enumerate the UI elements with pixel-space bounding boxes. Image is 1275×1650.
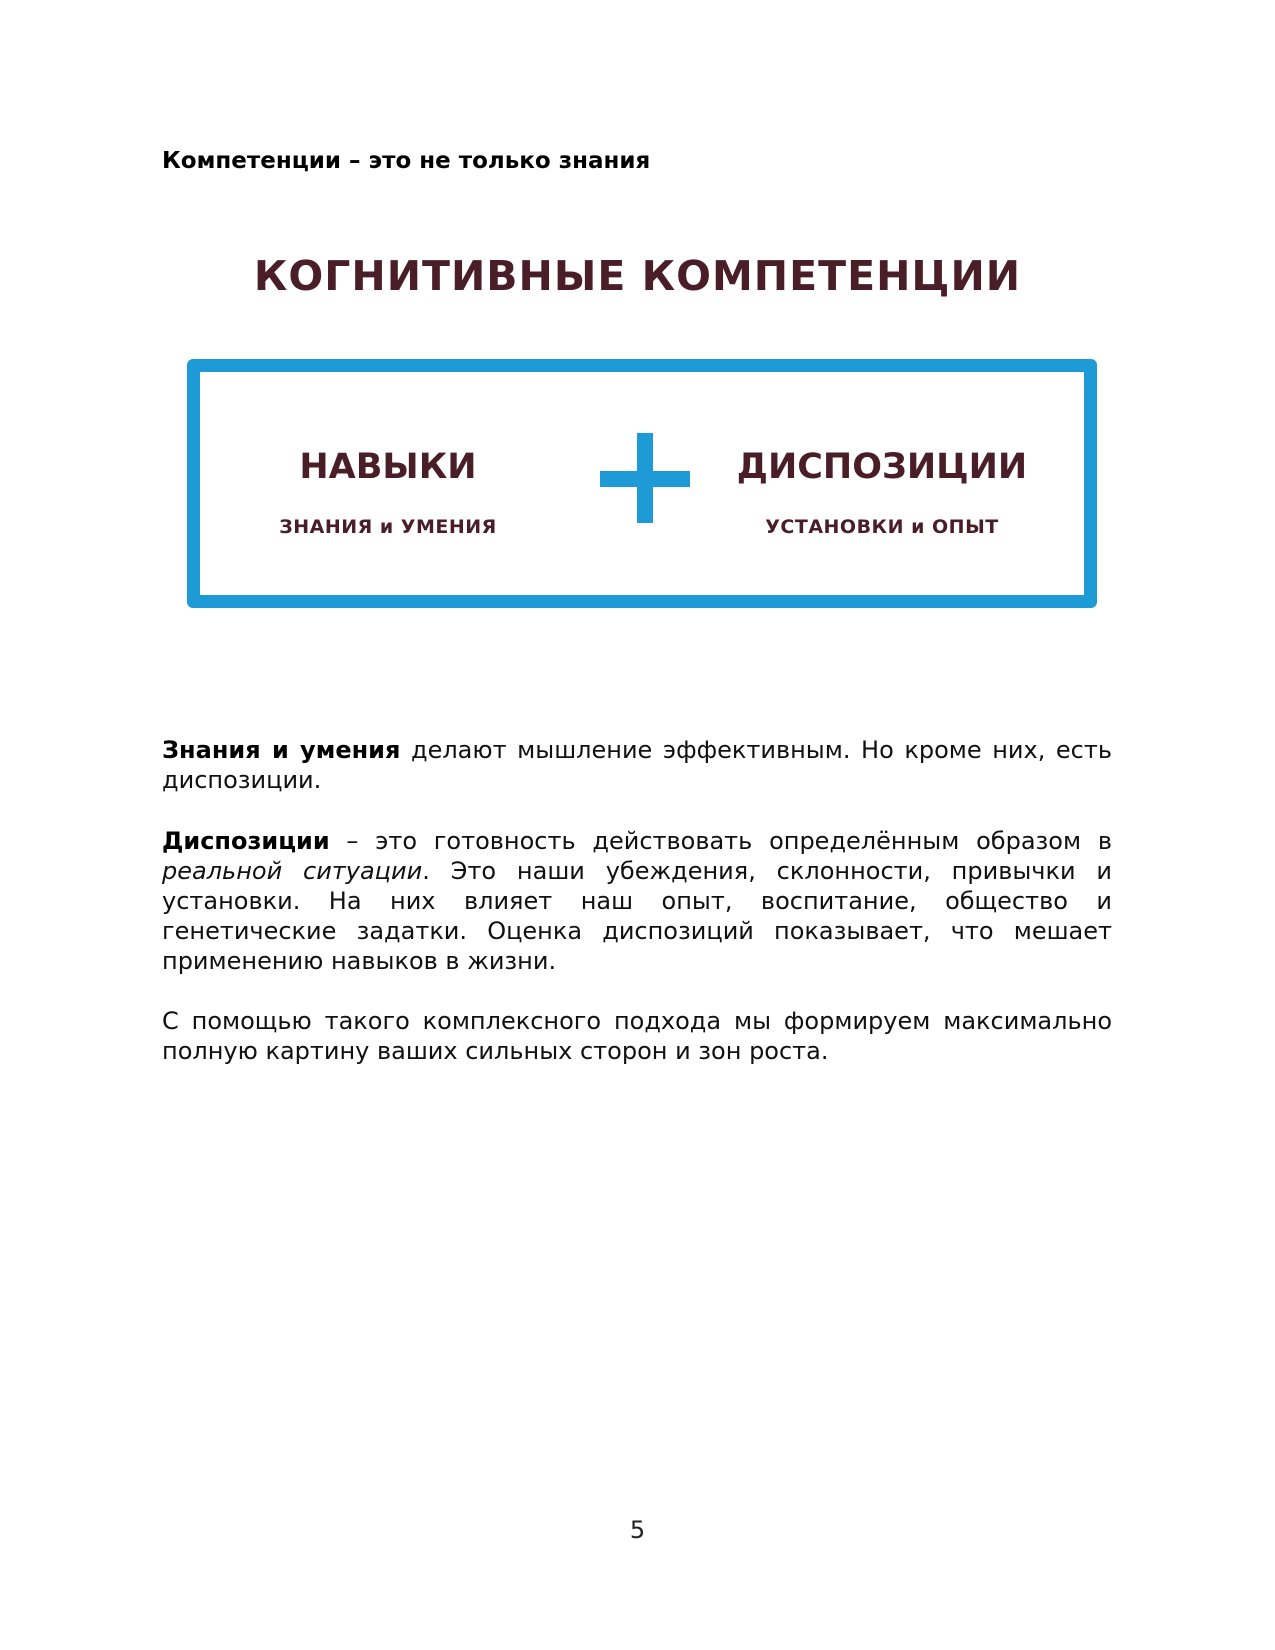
- dispositions-title: ДИСПОЗИЦИИ: [736, 447, 1028, 487]
- paragraph-approach: С помощью такого комплексного подхода мы формируем максимально полную картину ваших сильных сторон и зон роста.: [162, 1007, 1112, 1065]
- plus-icon: [600, 433, 690, 523]
- skills-title: НАВЫКИ: [299, 447, 477, 487]
- skills-subtitle: ЗНАНИЯ и УМЕНИЯ: [279, 516, 497, 538]
- section-heading: Компетенции – это не только знания: [162, 148, 651, 174]
- dispositions-block: [732, 447, 1032, 538]
- paragraph-dispositions: [162, 826, 1112, 976]
- paragraph-knowledge-text: делают мышление эффективным. Но кроме них, есть диспозиции.: [162, 736, 1112, 794]
- paragraph-knowledge-bold: Знания и умения: [162, 736, 401, 764]
- paragraph-dispositions-italic: реальной ситуации: [162, 857, 423, 885]
- paragraph-dispositions-text-2: . Это наши убеждения, склонности, привычки и установки. На них влияет наш опыт, воспитание, общество и генетические задатки. Оценка диспозиций показывает, что мешает применению навыков в жизни.: [162, 857, 1112, 975]
- skills-block: [248, 447, 528, 538]
- dispositions-subtitle: УСТАНОВКИ и ОПЫТ: [765, 516, 999, 538]
- paragraph-dispositions-text-1: – это готовность действовать определённым образом в: [329, 827, 1112, 855]
- paragraph-knowledge: [162, 735, 1112, 795]
- figure-title: КОГНИТИВНЫЕ КОМПЕТЕНЦИИ: [253, 252, 1022, 300]
- plus-vertical-bar: [637, 433, 653, 523]
- page-number: 5: [629, 1516, 646, 1544]
- paragraph-dispositions-bold: Диспозиции: [162, 827, 330, 855]
